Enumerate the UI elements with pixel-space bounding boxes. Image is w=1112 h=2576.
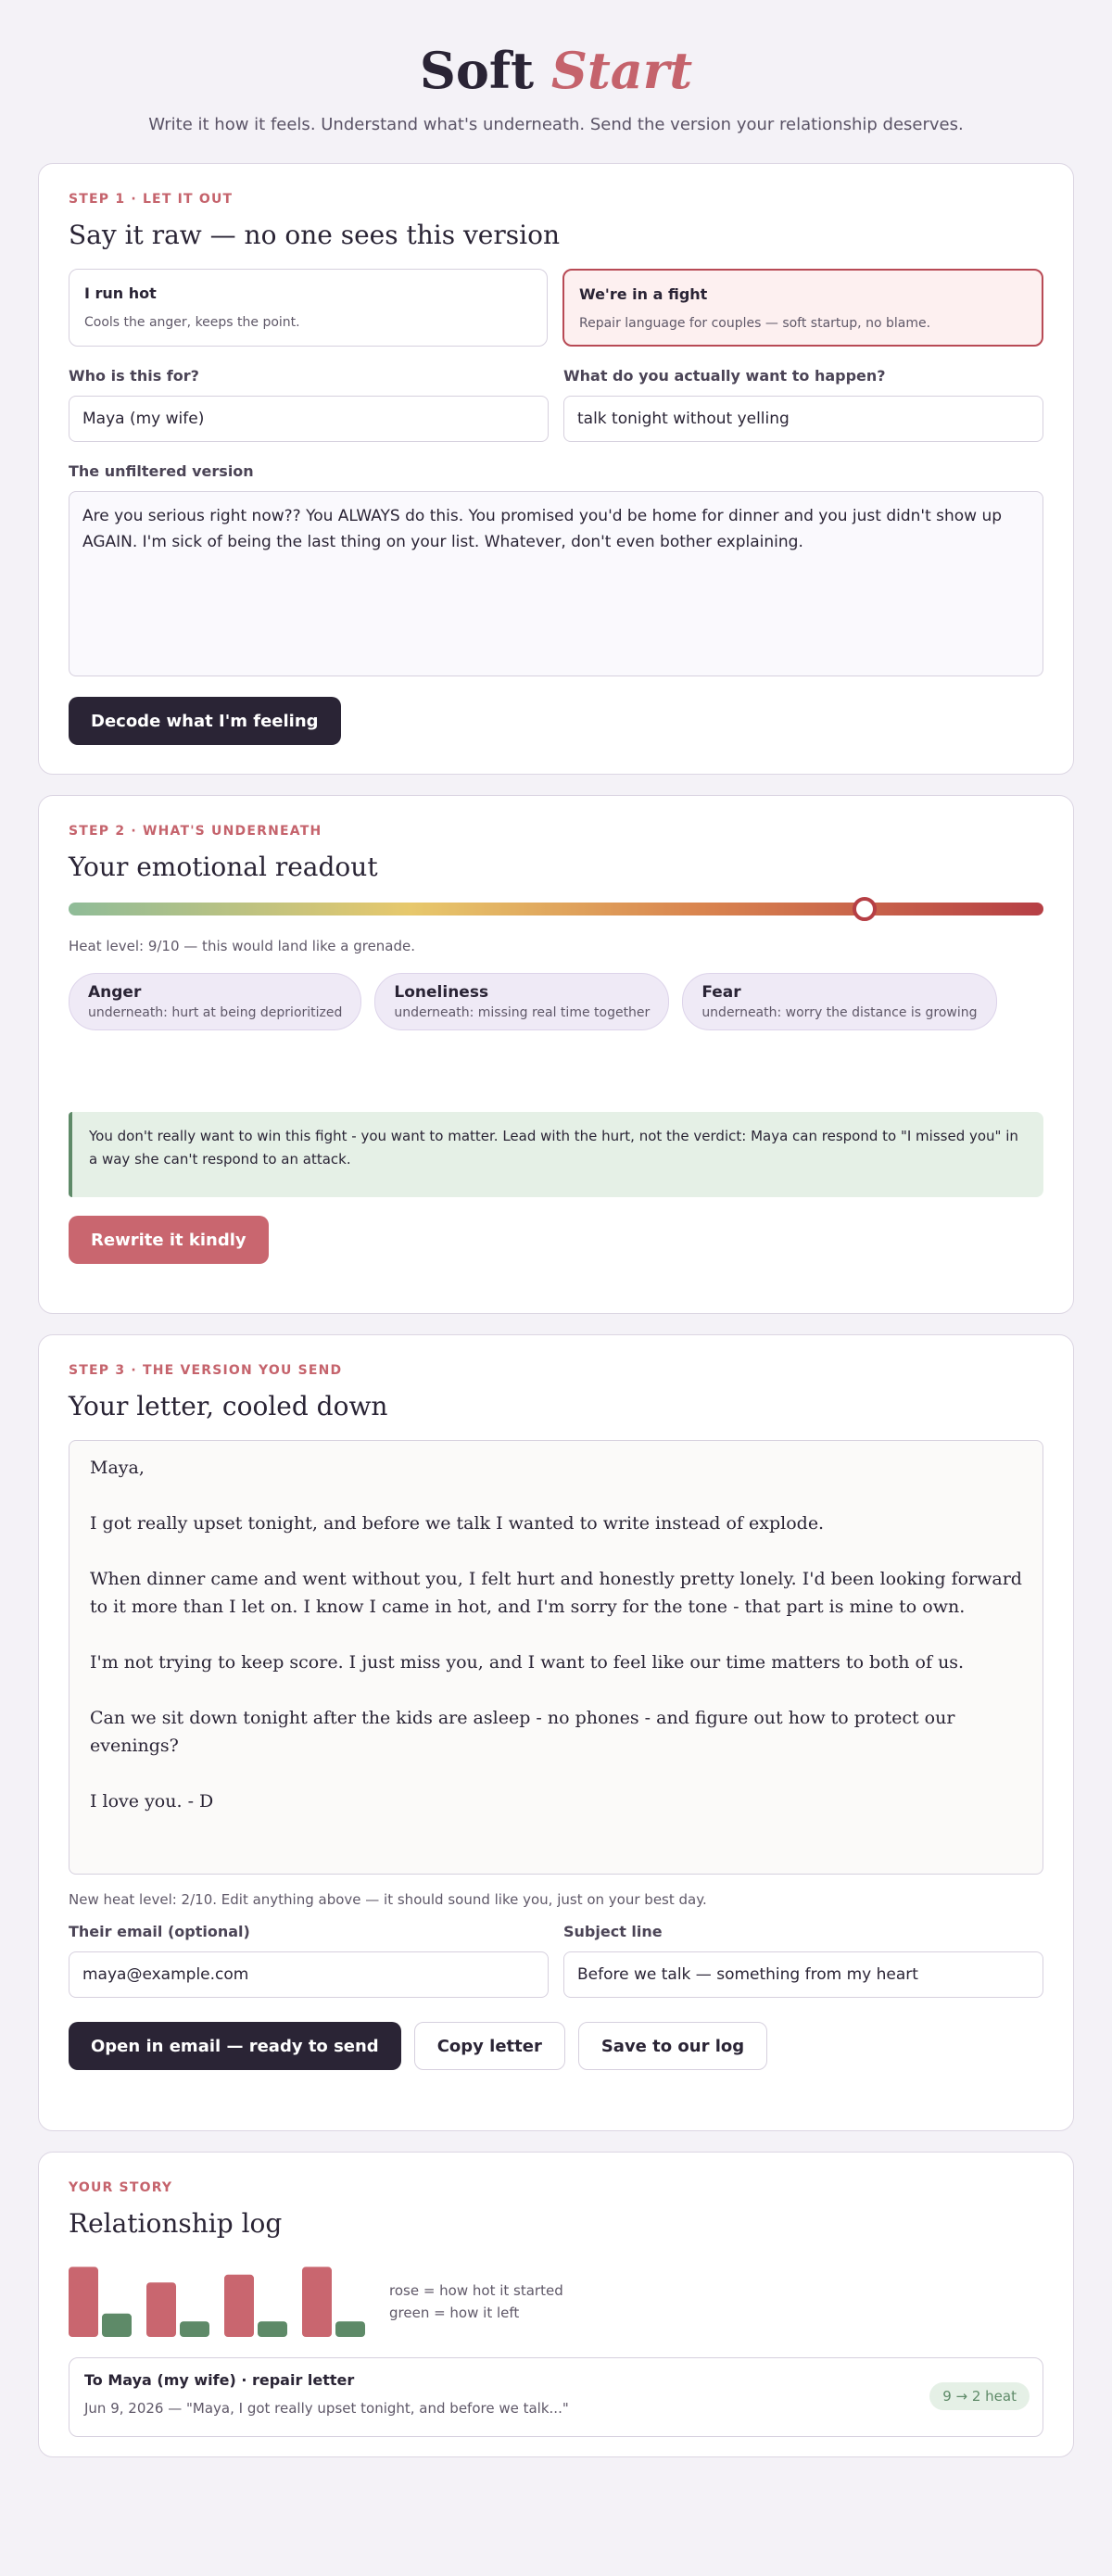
log-entry-sub: Jun 9, 2026 — "Maya, I got really upset tonight, and before we talk..." — [84, 2400, 569, 2417]
heat-meter — [69, 903, 1043, 915]
emotion-chips — [69, 973, 1043, 1030]
letter-paragraph: I'm not trying to keep score. I just miss you, and I want to feel like our time matters to both of us. — [90, 1652, 965, 1673]
log-title: Relationship log — [69, 2208, 283, 2239]
log-entry-title: To Maya (my wife) · repair letter — [84, 2371, 355, 2389]
chart-legend — [389, 2279, 563, 2324]
chip-sub: underneath: missing real time together — [394, 1005, 651, 1020]
chip-title: Fear — [701, 983, 741, 1002]
brand-logo — [0, 37, 1112, 104]
subject-field[interactable]: Before we talk — something from my heart — [563, 1951, 1043, 1998]
bar-start-heat-1 — [69, 2267, 98, 2337]
mode-title: I run hot — [84, 284, 157, 302]
raw-label: The unfiltered version — [69, 462, 254, 480]
mode-desc: Cools the anger, keeps the point. — [84, 315, 300, 330]
brand-main: Soft — [419, 41, 535, 100]
insight-box: You don't really want to win this fight - you want to matter. Lead with the hurt, not the verdict: Maya can respond to "I missed you" in a way she can't respond to an attack. — [69, 1112, 1043, 1197]
raw-textarea[interactable]: Are you serious right now?? You ALWAYS do this. You promised you'd be home for dinner and you just didn't show up AGAIN. I'm sick of being the last thing on your list. Whatever, don't even bother explaining. — [69, 491, 1043, 676]
step3-card — [38, 1334, 1074, 2131]
step1-card — [38, 163, 1074, 775]
rewrite-button[interactable]: Rewrite it kindly — [69, 1216, 269, 1264]
step2-label: STEP 2 · WHAT'S UNDERNEATH — [69, 824, 322, 839]
heat-note: Heat level: 9/10 — this would land like a grenade. — [69, 938, 416, 954]
bar-end-heat-4 — [335, 2321, 365, 2337]
tagline: Write it how it feels. Understand what's underneath. Send the version your relationship deserves. — [148, 115, 964, 134]
legend-start: rose = how hot it started — [389, 2282, 563, 2299]
subject-label: Subject line — [563, 1923, 663, 1940]
letter-editor[interactable] — [69, 1440, 1043, 1875]
email-label: Their email (optional) — [69, 1923, 250, 1940]
log-entry[interactable] — [69, 2357, 1043, 2437]
bar-start-heat-3 — [224, 2275, 254, 2337]
mode-run-hot[interactable] — [69, 269, 548, 347]
save-log-button[interactable]: Save to our log — [578, 2022, 767, 2070]
heat-change-badge: 9 → 2 heat — [929, 2382, 1030, 2410]
bar-start-heat-2 — [146, 2282, 176, 2337]
step2-card — [38, 795, 1074, 1314]
chip-sub: underneath: hurt at being deprioritized — [88, 1005, 343, 1020]
heat-history-chart — [69, 2259, 365, 2337]
who-input[interactable]: Maya (my wife) — [69, 396, 549, 442]
letter-paragraph: When dinner came and went without you, I felt hurt and honestly pretty lonely. I'd been looking forward to it more than I let on. I know I came in hot, and I'm sorry for the tone - that part is mine to own. — [90, 1569, 1022, 1617]
want-label: What do you actually want to happen? — [563, 367, 886, 385]
step3-title: Your letter, cooled down — [69, 1391, 388, 1421]
chip-sub: underneath: worry the distance is growing — [701, 1005, 978, 1020]
emotion-chip-loneliness — [374, 973, 669, 1030]
decode-button[interactable]: Decode what I'm feeling — [69, 697, 341, 745]
mode-title: We're in a fight — [579, 285, 708, 303]
heat-meter-thumb — [853, 897, 877, 921]
step1-title: Say it raw — no one sees this version — [69, 220, 560, 250]
emotion-chip-fear — [682, 973, 996, 1030]
copy-letter-button[interactable]: Copy letter — [414, 2022, 565, 2070]
legend-end: green = how it left — [389, 2305, 520, 2321]
chip-title: Loneliness — [394, 983, 489, 1002]
bar-end-heat-1 — [102, 2314, 132, 2337]
bar-end-heat-3 — [258, 2321, 287, 2337]
want-input[interactable]: talk tonight without yelling — [563, 396, 1043, 442]
chip-title: Anger — [88, 983, 142, 1002]
mode-in-a-fight[interactable] — [562, 269, 1043, 347]
letter-paragraph: I got really upset tonight, and before we talk I wanted to write instead of explode. — [90, 1513, 825, 1534]
bar-end-heat-2 — [180, 2321, 209, 2337]
letter-paragraph: Maya, — [90, 1458, 145, 1478]
log-card — [38, 2152, 1074, 2457]
mode-desc: Repair language for couples — soft startup, no blame. — [579, 316, 931, 331]
step2-title: Your emotional readout — [69, 852, 378, 882]
letter-paragraph: I love you. - D — [90, 1791, 214, 1812]
email-field[interactable]: maya@example.com — [69, 1951, 549, 1998]
step3-label: STEP 3 · THE VERSION YOU SEND — [69, 1363, 343, 1378]
brand-accent: Start — [550, 41, 693, 100]
page-header — [0, 0, 1112, 163]
letter-paragraph: Can we sit down tonight after the kids are asleep - no phones - and figure out how to protect our evenings? — [90, 1708, 955, 1756]
who-label: Who is this for? — [69, 367, 199, 385]
step1-label: STEP 1 · LET IT OUT — [69, 192, 234, 207]
log-label: YOUR STORY — [69, 2180, 173, 2195]
new-heat-note: New heat level: 2/10. Edit anything above — it should sound like you, just on your best day. — [69, 1891, 707, 1908]
emotion-chip-anger — [69, 973, 361, 1030]
bar-start-heat-4 — [302, 2267, 332, 2337]
open-email-button[interactable]: Open in email — ready to send — [69, 2022, 401, 2070]
